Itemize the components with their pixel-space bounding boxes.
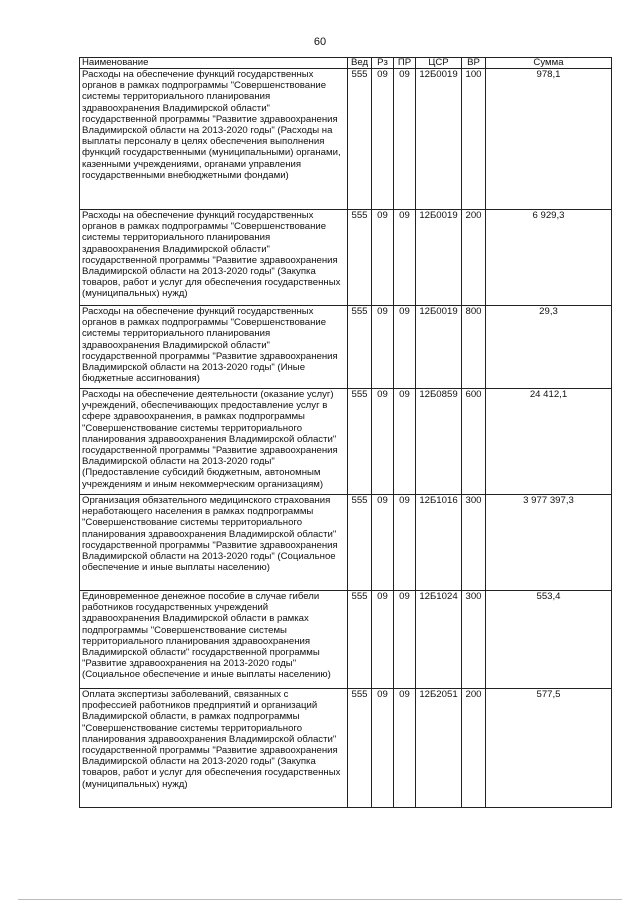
row-csr: 12Б0019 <box>416 69 462 210</box>
row-name: Расходы на обеспечение функций государственных органов в рамках подпрограммы "Совершенствование системы территориального планирования здравоохранения Владимирской области" государственной программы "Развитие здравоохранения Владимирской области на 2013-2020 годы" (Расходы на выплаты персоналу в целях обеспечения выполнения функций государственными (муниципальными) органами, казенными учреждениями, органами управления государственными внебюджетными фондами) <box>80 69 348 210</box>
header-ved: Вед <box>348 58 372 69</box>
table-row <box>80 689 612 808</box>
row-name: Расходы на обеспечение деятельности (оказание услуг) учреждений, обеспечивающих предоставление услуг в сфере здравоохранения, в рамках подпрограммы "Совершенствование системы территориального планирования здравоохранения Владимирской области" государственной программы "Развитие здравоохранения Владимирской области на 2013-2020 годы" (Предоставление субсидий бюджетным, автономным учреждениям и иным некоммерческим организациям) <box>80 389 348 495</box>
row-sum: 978,1 <box>486 69 612 210</box>
table-row <box>80 389 612 495</box>
row-sum: 24 412,1 <box>486 389 612 495</box>
header-pr: ПР <box>394 58 416 69</box>
header-csr: ЦСР <box>416 58 462 69</box>
row-ved: 555 <box>348 591 372 689</box>
row-name: Оплата экспертизы заболеваний, связанных с профессией работников предприятий и организаций Владимирской области, в рамках подпрограммы "Совершенствование системы территориального планирования здравоохранения Владимирской области" государственной программы "Развитие здравоохранения Владимирской области на 2013-2020 годы" (Закупка товаров, работ и услуг для обеспечения государственных (муниципальных) нужд) <box>80 689 348 808</box>
row-vr: 200 <box>462 210 486 306</box>
row-name: Организация обязательного медицинского страхования неработающего населения в рамках подпрограммы "Совершенствование системы территориального планирования здравоохранения Владимирской области" государственной программы "Развитие здравоохранения Владимирской области на 2013-2020 годы" (Социальное обеспечение и иные выплаты населению) <box>80 495 348 591</box>
row-vr: 800 <box>462 306 486 389</box>
header-name: Наименование <box>80 58 348 69</box>
row-name: Расходы на обеспечение функций государственных органов в рамках подпрограммы "Совершенствование системы территориального планирования здравоохранения Владимирской области" государственной программы "Развитие здравоохранения Владимирской области на 2013-2020 годы" (Иные бюджетные ассигнования) <box>80 306 348 389</box>
row-sum: 29,3 <box>486 306 612 389</box>
row-pr: 09 <box>394 210 416 306</box>
row-vr: 600 <box>462 389 486 495</box>
row-rz: 09 <box>372 210 394 306</box>
header-rz: Рз <box>372 58 394 69</box>
table-row <box>80 306 612 389</box>
row-name: Расходы на обеспечение функций государственных органов в рамках подпрограммы "Совершенствование системы территориального планирования здравоохранения Владимирской области" государственной программы "Развитие здравоохранения Владимирской области на 2013-2020 годы" (Закупка товаров, работ и услуг для обеспечения государственных (муниципальных) нужд) <box>80 210 348 306</box>
row-rz: 09 <box>372 689 394 808</box>
header-vr: ВР <box>462 58 486 69</box>
table-row <box>80 210 612 306</box>
row-pr: 09 <box>394 591 416 689</box>
table-row <box>80 69 612 210</box>
row-pr: 09 <box>394 69 416 210</box>
table-row <box>80 591 612 689</box>
row-pr: 09 <box>394 389 416 495</box>
row-pr: 09 <box>394 495 416 591</box>
row-csr: 12Б1016 <box>416 495 462 591</box>
row-csr: 12Б0019 <box>416 306 462 389</box>
row-vr: 300 <box>462 591 486 689</box>
budget-table <box>79 57 612 808</box>
page-number: 60 <box>313 36 327 48</box>
row-vr: 200 <box>462 689 486 808</box>
row-sum: 3 977 397,3 <box>486 495 612 591</box>
row-ved: 555 <box>348 306 372 389</box>
row-csr: 12Б0859 <box>416 389 462 495</box>
row-csr: 12Б1024 <box>416 591 462 689</box>
table-row <box>80 495 612 591</box>
row-pr: 09 <box>394 306 416 389</box>
row-ved: 555 <box>348 389 372 495</box>
page-edge-divider <box>18 899 622 900</box>
row-rz: 09 <box>372 389 394 495</box>
row-vr: 300 <box>462 495 486 591</box>
row-csr: 12Б2051 <box>416 689 462 808</box>
header-sum: Сумма <box>486 58 612 69</box>
row-csr: 12Б0019 <box>416 210 462 306</box>
row-ved: 555 <box>348 495 372 591</box>
row-sum: 553,4 <box>486 591 612 689</box>
row-rz: 09 <box>372 306 394 389</box>
row-vr: 100 <box>462 69 486 210</box>
row-rz: 09 <box>372 495 394 591</box>
row-ved: 555 <box>348 210 372 306</box>
row-name: Единовременное денежное пособие в случае гибели работников государственных учреждений здравоохранения Владимирской области в рамках подпрограммы "Совершенствование системы территориального планирования здравоохранения Владимирской области" государственной программы "Развитие здравоохранения на 2013-2020 годы" (Социальное обеспечение и иные выплаты населению) <box>80 591 348 689</box>
row-sum: 6 929,3 <box>486 210 612 306</box>
row-rz: 09 <box>372 591 394 689</box>
row-pr: 09 <box>394 689 416 808</box>
row-ved: 555 <box>348 69 372 210</box>
row-sum: 577,5 <box>486 689 612 808</box>
table-header-row <box>80 58 612 69</box>
row-rz: 09 <box>372 69 394 210</box>
row-ved: 555 <box>348 689 372 808</box>
